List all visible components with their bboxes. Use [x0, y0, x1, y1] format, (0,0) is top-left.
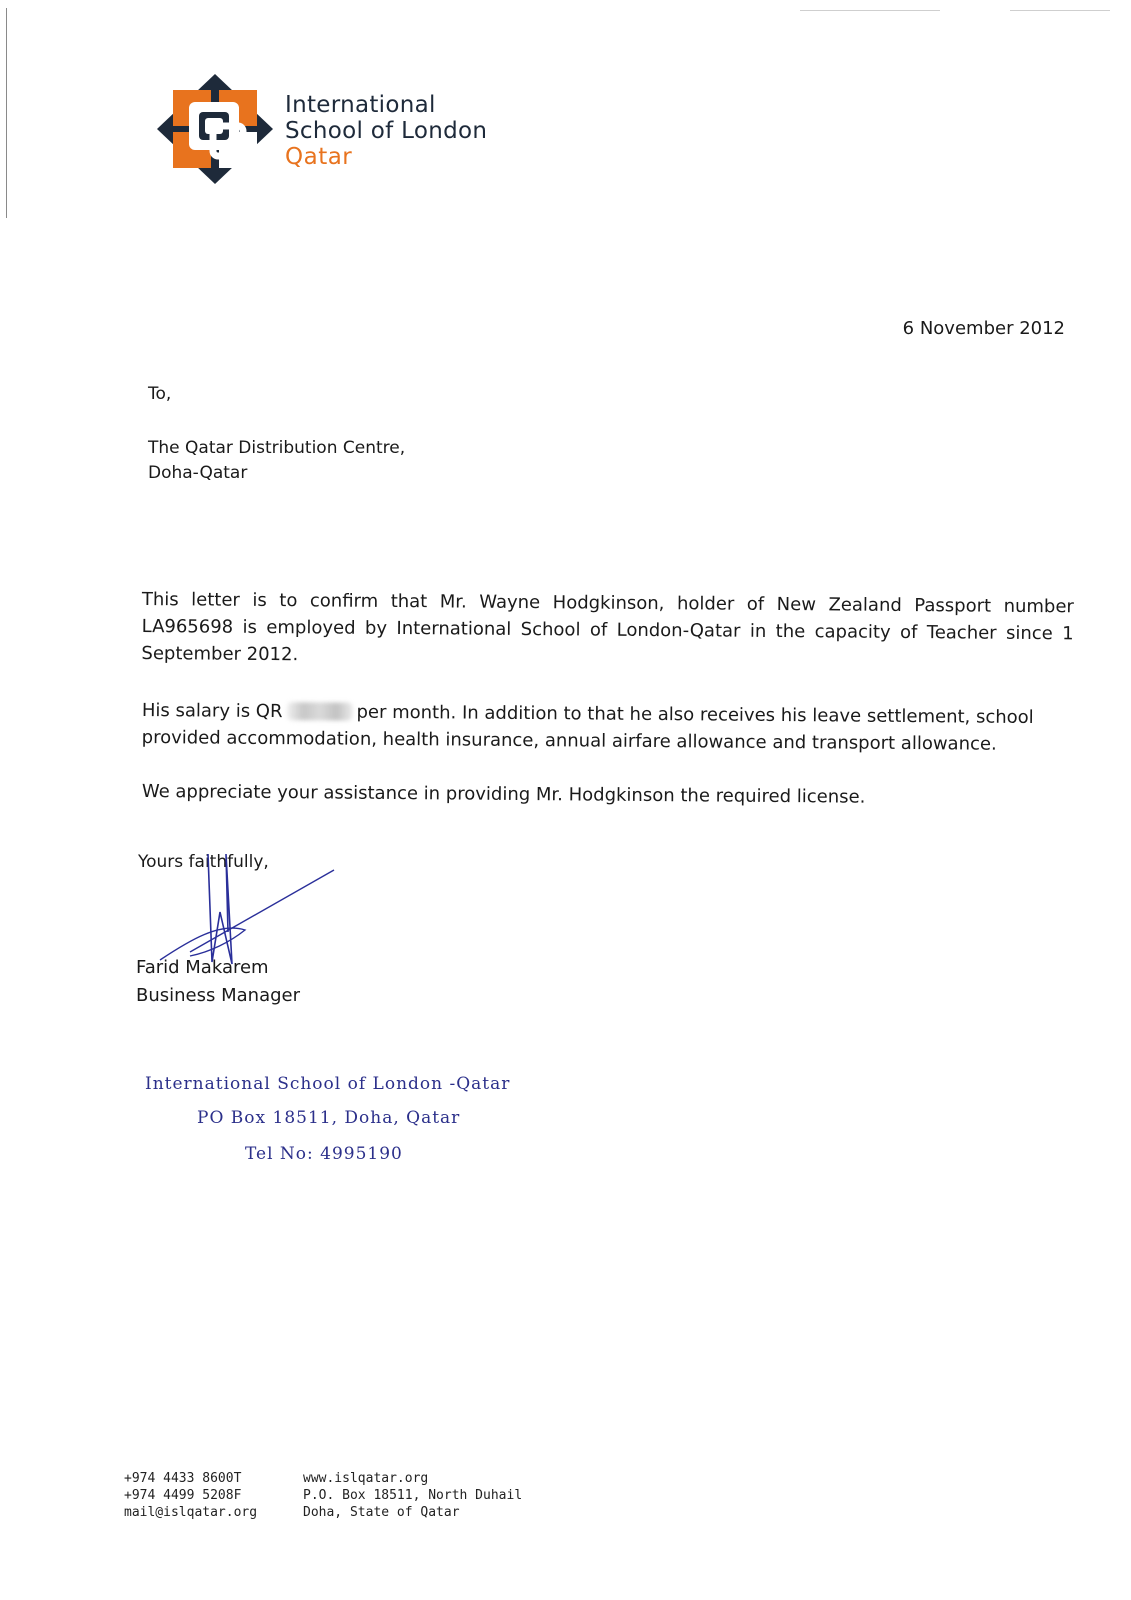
stamp-line-3: Tel No: 4995190: [245, 1144, 403, 1164]
redacted-salary: [286, 702, 352, 721]
footer-phone-1: +974 4433 8600T: [124, 1471, 242, 1486]
salutation: To,: [148, 384, 172, 404]
letter-date: 6 November 2012: [902, 318, 1065, 339]
signatory-title: Business Manager: [136, 985, 300, 1006]
address-stamp: [145, 1074, 525, 1184]
recipient-line-2: Doha-Qatar: [148, 463, 248, 483]
brand-line-1: International: [285, 92, 436, 118]
recipient-line-1: The Qatar Distribution Centre,: [148, 438, 406, 458]
footer-email: mail@islqatar.org: [124, 1505, 258, 1520]
paragraph-3-text: We appreciate your assistance in providing Mr. Hodgkinson the required license.: [141, 780, 866, 808]
brand-line-3: Qatar: [285, 144, 353, 170]
footer-contact: [124, 1470, 257, 1521]
handwritten-signature-icon: [150, 852, 350, 972]
salary-prefix: His salary is QR: [141, 699, 283, 723]
recipient-address: [148, 436, 405, 486]
signatory-name: Farid Makarem: [136, 957, 269, 978]
school-logo-icon: [155, 72, 275, 187]
footer-website: www.islqatar.org: [303, 1471, 429, 1486]
footer-city: Doha, State of Qatar: [303, 1505, 460, 1520]
footer-phone-2: +974 4499 5208F: [124, 1488, 242, 1503]
closing: Yours faithfully,: [138, 852, 269, 872]
stamp-line-1: International School of London -Qatar: [145, 1074, 511, 1094]
stamp-line-2: PO Box 18511, Doha, Qatar: [197, 1108, 461, 1128]
salary-suffix: per month. In addition to that he also receives his leave settlement, school provided accommodation, health insurance, annual airfare allowance and transport allowance.: [141, 701, 1034, 755]
footer-pobox: P.O. Box 18511, North Duhail: [303, 1488, 523, 1503]
paragraph-confirmation: [141, 586, 1074, 674]
letterhead-brand: [285, 92, 487, 170]
brand-line-2: School of London: [285, 118, 488, 144]
scan-edge-line: [6, 8, 7, 218]
footer-address: [303, 1470, 522, 1521]
paragraph-request: [142, 778, 1074, 812]
scan-top-line: [1010, 10, 1110, 11]
paragraph-1-text: This letter is to confirm that Mr. Wayne Hodgkinson, holder of New Zealand Passport number LA965698 is employed by International School of London-Qatar in the capacity of Teacher since 1 September 2012.: [141, 588, 1074, 666]
paragraph-salary: [142, 697, 1074, 758]
scan-top-line: [800, 10, 940, 11]
